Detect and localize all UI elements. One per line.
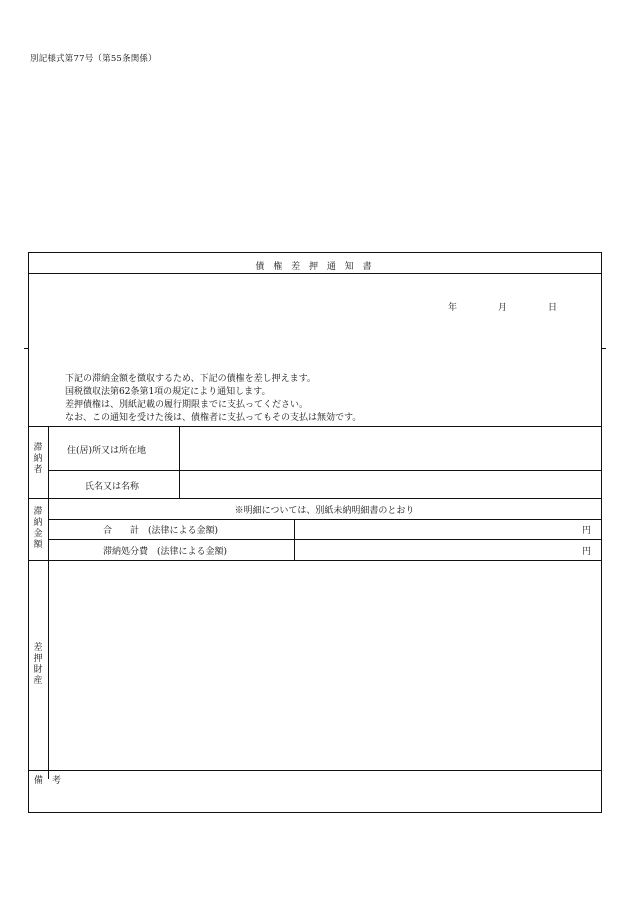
total-label: 合 計 (法律による金額) [103,526,219,536]
section-divider [29,498,601,499]
amount-section-label: 滞 納 金 額 [33,507,43,550]
fee-label: 滞納処分費 (法律による金額) [103,547,228,557]
remarks-label: 備 考 [34,776,62,786]
seized-property-section-label: 差 押 財 産 [33,643,43,686]
date-month-label: 月 [498,303,508,313]
title-divider [29,273,601,274]
amount-row-divider [48,539,601,540]
date-day-label: 日 [548,303,558,313]
form-title: 債 権 差 押 通 知 書 [255,262,375,272]
fee-yen-unit: 円 [581,547,591,557]
amount-row-divider [48,519,601,520]
label-column-divider [48,426,49,779]
address-label: 住(居)所又は所在地 [67,446,147,456]
right-margin-mark [602,348,606,349]
notice-line: 国税徴収法第62条第1項の規定により通知します。 [65,387,271,397]
delinquent-value-divider [179,426,180,498]
section-divider [29,426,601,427]
notice-line: 差押債権は、別紙記載の履行期限までに支払ってください。 [65,400,309,410]
seizure-notice-form [28,252,602,813]
address-row-divider [48,470,601,471]
section-divider [29,560,601,561]
detail-note: ※明細については、別紙未納明細書のとおり [234,506,415,516]
notice-line: 下記の滞納金額を徴収するため、下記の債権を差し押えます。 [65,374,316,384]
total-yen-unit: 円 [581,526,591,536]
notice-line: なお、この通知を受けた後は、債権者に支払ってもその支払は無効です。 [65,413,362,423]
name-label: 氏名又は名称 [85,482,140,492]
date-year-label: 年 [448,303,458,313]
form-number-note: 別記様式第77号（第55条関係） [30,54,157,64]
section-divider [29,770,601,771]
delinquent-section-label: 滞 納 者 [33,443,43,475]
